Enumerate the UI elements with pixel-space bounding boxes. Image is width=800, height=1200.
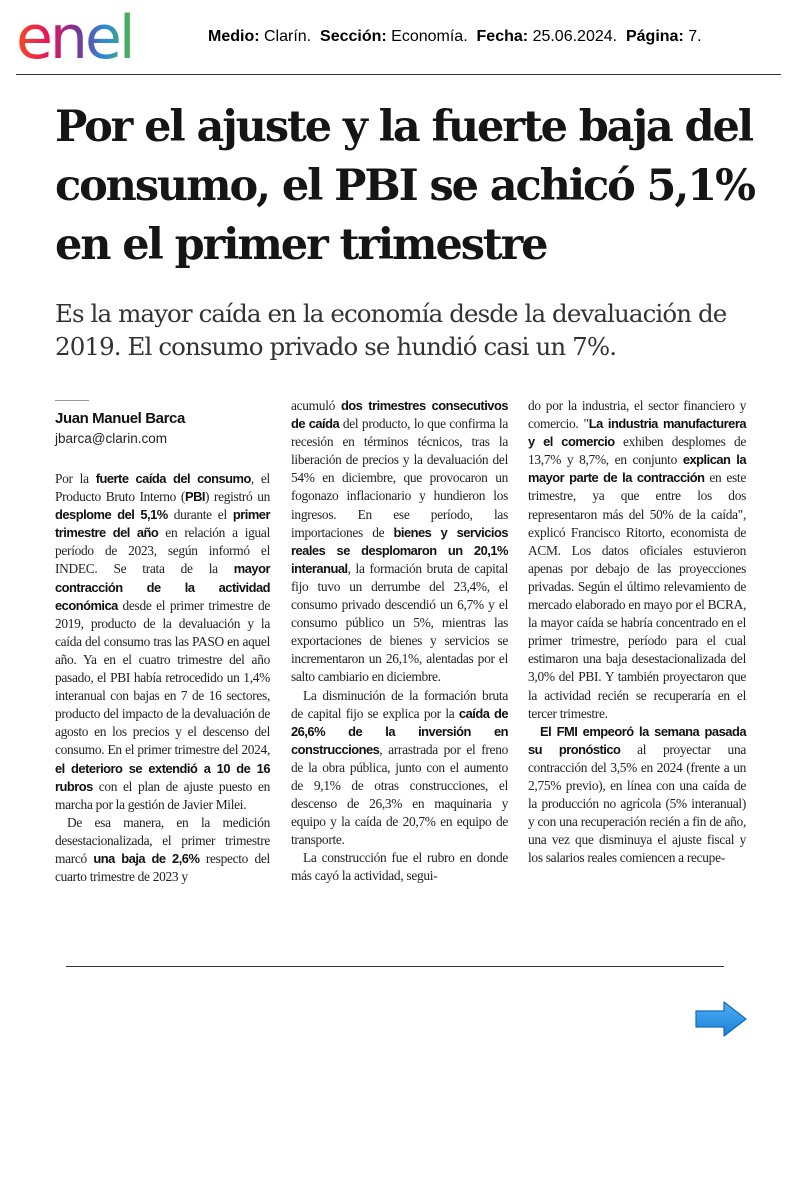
medio-label: Medio: [208, 28, 260, 45]
body-text: La disminución de la formación bruta de capital fijo se explica por la [291, 687, 508, 721]
article-paragraph [55, 470, 270, 814]
medio-value: Clarín. [264, 28, 312, 45]
body-text: , la formación bruta de capital fijo tuvo un derrumbe del 23,4%, el consumo privado descendió un 6,7% y el consumo público un 5%, mientras las exportaciones de bienes y servicios se incrementaron un 26,1%, alentadas por el salto cambiario en diciembre. [291, 560, 508, 685]
author-email: jbarca@clarin.com [55, 431, 167, 446]
body-text: acumuló [291, 398, 341, 413]
bold-text: caída de 26,6% de la inversión en construcciones [291, 705, 508, 757]
body-text: al proyectar una contracción del 3,5% en 2024 (frente a un 2,75% previo), en línea con una caída de la producción no agrícola (5% interanual) y con una recuperación recién a fin de año, una vez que disminuya el ajuste fiscal y los salarios reales comiencen a recupe- [528, 741, 746, 866]
article-headline: Por el ajuste y la fuerte baja del consumo, el PBI se achicó 5,1% en el primer trimestre [55, 102, 754, 270]
bold-text: fuerte caída del consumo [95, 471, 251, 486]
seccion-value: Economía. [391, 28, 468, 45]
clipping-metadata [208, 28, 788, 46]
bold-text: El FMI empeoró la semana pasada su pronóstico [528, 723, 746, 757]
pagina-value: 7. [688, 28, 702, 45]
article-paragraph [528, 723, 746, 868]
fecha-label: Fecha: [476, 28, 529, 45]
article-column-3 [528, 397, 746, 867]
footer-divider [66, 966, 724, 967]
header-divider [16, 74, 781, 75]
body-text: durante el [167, 507, 233, 523]
article-subhead: Es la mayor caída en la economía desde la devaluación de 2019. El consumo privado se hundió casi un 7%. [55, 299, 727, 361]
article-column-2 [291, 397, 508, 886]
body-text: La construcción fue el rubro en donde más cayó la actividad, segui- [291, 850, 508, 884]
body-text: De esa manera, en la medición desestacionalizada, el primer trimestre marcó [55, 814, 270, 866]
body-text: ) registró un [205, 489, 270, 505]
article-paragraph [291, 397, 508, 687]
body-text: en este trimestre, ya que entre los dos representaron más del 50% de la caída", explicó Francisco Ritorto, economista de ACM. Los datos oficiales estuvieron apenas por debajo de las proyecciones privadas. Según el último relevamiento de mercado elaborado en mayo por el BCRA, la mayor caída se habría concentrado en el primer trimestre, período para el cual estimaron una baja desestacionalizada del 3,0% del PBI. Y también proyectaron que la actividad recién se recuperaría en el tercer trimestre. [528, 470, 746, 721]
fecha-value: 25.06.2024. [532, 28, 618, 45]
bold-text: explican la mayor parte de la contracción [528, 452, 747, 486]
pagina-label: Página: [625, 28, 684, 45]
bold-text: bienes y servicios reales se desplomaron un 20,1% interanual [291, 524, 508, 576]
enel-logo [16, 8, 176, 70]
body-text: exhiben desplomes de 13,7% y 8,7%, en conjunto [528, 434, 746, 468]
seccion-label: Sección: [320, 28, 387, 45]
article-paragraph [528, 397, 746, 723]
bold-text: mayor contracción de la actividad económica [55, 561, 270, 613]
right-arrow-icon[interactable] [694, 1000, 748, 1038]
body-text: respecto del cuarto trimestre de 2023 y [55, 850, 270, 885]
byline-divider [55, 400, 89, 401]
article-paragraph [55, 814, 270, 886]
author-name: Juan Manuel Barca [55, 410, 185, 427]
body-text: desde el primer trimestre de 2019, producto de la devaluación y la caída del consumo tras las PASO en aquel año. Ya en el cuatro trimestre del año pasado, el PBI había retrocedido un 1,4% interanual con bajas en 7 de 16 sectores, producto del impacto de la devaluación de agosto en los precios y el descenso del consumo. En el primer trimestre del 2024, [55, 597, 270, 758]
logo-wordmark: enel [16, 8, 133, 70]
bold-text: desplome del 5,1% [55, 507, 168, 523]
bold-text: primer trimestre del año [55, 507, 270, 541]
body-text: con el plan de ajuste puesto en marcha por la gestión de Javier Milei. [55, 778, 270, 812]
body-text: en relación a igual período de 2023, según informó el INDEC. Se trata de la [55, 525, 270, 577]
bold-text: PBI [185, 489, 205, 505]
bold-text: el deterioro se extendió a 10 de 16 rubros [55, 760, 270, 794]
article-paragraph [291, 849, 508, 885]
article-column-1 [55, 470, 270, 886]
bold-text: La industria manufacturera y el comercio [528, 416, 747, 450]
body-text: do por la industria, el sector financiero y comercio. " [528, 398, 746, 432]
article-paragraph [291, 687, 508, 850]
body-text: del producto, lo que confirma la recesión en términos técnicos, tras la liberación de precios y la devaluación del 54% en diciembre, que provocaron un fogonazo inflacionario y hundieron los ingresos. En ese período, las importaciones de [291, 416, 508, 540]
body-text: Por la [55, 471, 96, 486]
bold-text: dos trimestres consecutivos de caída [291, 398, 508, 432]
bold-text: una baja de 2,6% [93, 850, 200, 866]
body-text: , el Producto Bruto Interno ( [55, 471, 270, 505]
body-text: , arrastrada por el freno de la obra pública, junto con el aumento de 9,1% de otras construcciones, el descenso de 26,3% en maquinaria y equipo y la caída de 20,7% en equipo de transporte. [291, 741, 508, 848]
